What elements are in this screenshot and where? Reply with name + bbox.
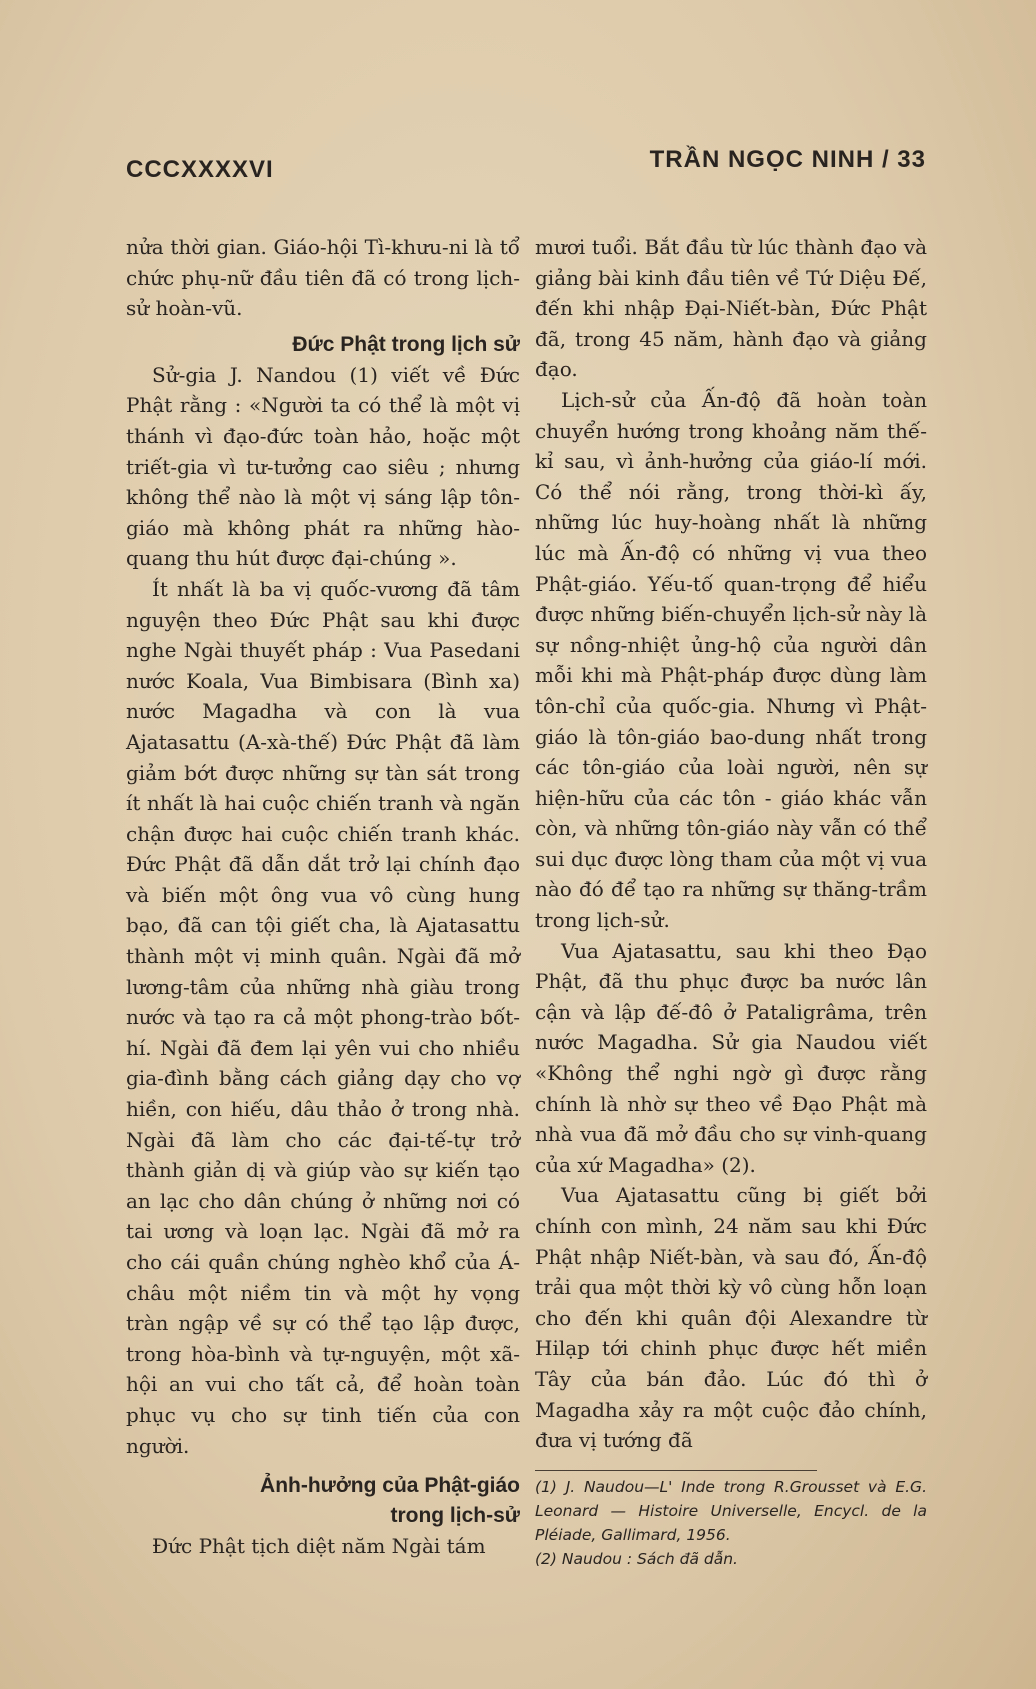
paragraph: Lịch-sử của Ấn-độ đã hoàn toàn chuyển hướng trong khoảng năm thế-kỉ sau, vì ảnh-hưởng của giáo-lí mới. Có thể nói rằng, trong thời-kì ấy, những lúc huy-hoàng nhất là những lúc mà Ấn-độ có những vị vua theo Phật-giáo. Yếu-tố quan-trọng để hiểu được những biến-chuyển lịch-sử này là sự nồng-nhiệt ủng-hộ của người dân mỗi khi mà Phật-pháp được dùng làm tôn-chỉ của quốc-gia. Nhưng vì Phật-giáo là tôn-giáo bao-dung nhất trong các tôn-giáo của loài người, nên sự hiện-hữu của các tôn - giáo khác vẫn còn, và những tôn-giáo này vẫn có thể sui dục được lòng tham của một vị vua nào đó để tạo ra những sự thăng-trầm trong lịch-sử. [535, 387, 927, 933]
author-page-number: TRẦN NGỌC NINH / 33 [649, 146, 926, 173]
paragraph: Ít nhất là ba vị quốc-vương đã tâm nguyện theo Đức Phật sau khi được nghe Ngài thuyết pháp : Vua Pasedani nước Koala, Vua Bimbisara (Bình xa) nước Magadha và con là vua Ajatasattu (A-xà-thế) Đức Phật đã làm giảm bớt được những sự tàn sát trong ít nhất là hai cuộc chiến tranh và ngăn chận được hai cuộc chiến tranh khác. Đức Phật đã dẫn dắt trở lại chính đạo và biến một ông vua vô cùng hung bạo, đã can tội giết cha, là Ajatasattu thành một vị minh quân. Ngài đã mở lương-tâm của những nhà giàu trong nước và tạo ra cả một phong-trào bốt-hí. Ngài đã đem lại yên vui cho nhiều gia-đình bằng cách giảng dạy cho vợ hiền, con hiếu, dâu thảo ở trong nhà. Ngài đã làm cho các đại-tế-tự trở thành giản dị và giúp vào sự kiến tạo an lạc cho dân chúng ở những nơi có tai ương và loạn lạc. Ngài đã mở ra cho cái quần chúng nghèo khổ của Á-châu một niềm tin và một hy vọng tràn ngập về sự có thể tạo lập được, trong hòa-bình và tự-nguyện, một xã-hội an vui cho tất cả, để hoàn toàn phục vụ cho sự tinh tiến của con người. [126, 576, 520, 1458]
section-heading [126, 1471, 520, 1531]
footnote-divider [535, 1470, 817, 1471]
section-number: CCCXXXXVI [126, 156, 274, 183]
left-column [126, 232, 520, 1562]
paragraph: Đức Phật tịch diệt năm Ngài tám [152, 1534, 486, 1559]
footnote: (2) Naudou : Sách đã dẫn. [535, 1549, 738, 1568]
right-column [535, 232, 927, 1571]
paragraph: Sử-gia J. Nandou (1) viết về Đức Phật rằng : «Người ta có thể là một vị thánh vì đạo-đức toàn hảo, hoặc một triết-gia vì tư-tưởng cao siêu ; nhưng không thể nào là một vị sáng lập tôn-giáo mà không phát ra những hào-quang thu hút được đại-chúng ». [126, 362, 520, 571]
section-heading: Đức Phật trong lịch sử [292, 332, 520, 356]
paragraph: Vua Ajatasattu cũng bị giết bởi chính con mình, 24 năm sau khi Đức Phật nhập Niết-bàn, và sau đó, Ấn-độ trải qua một thời kỳ vô cùng hỗn loạn cho đến khi quân đội Alexandre từ Hilạp tới chinh phục được hết miền Tây của bán đảo. Lúc đó thì ở Magadha xảy ra một cuộc đảo chính, đưa vị tướng đã [535, 1183, 927, 1453]
paragraph: mươi tuổi. Bắt đầu từ lúc thành đạo và giảng bài kinh đầu tiên về Tứ Diệu Đế, đến khi nhập Đại-Niết-bàn, Đức Phật đã, trong 45 năm, hành đạo và giảng đạo. [535, 235, 927, 382]
paragraph: nửa thời gian. Giáo-hội Tì-khưu-ni là tổ chức phụ-nữ đầu tiên đã có trong lịch-sử hoàn-vũ. [126, 235, 520, 321]
section-heading-line: Ảnh-hưởng của Phật-giáo [260, 1474, 520, 1498]
footnote: (1) J. Naudou—L' Inde trong R.Grousset và E.G. Leonard — Histoire Universelle, Encycl. de la Pléiade, Gallimard, 1956. [535, 1477, 927, 1544]
section-heading-line: trong lịch-sử [390, 1504, 520, 1528]
paragraph: Vua Ajatasattu, sau khi theo Đạo Phật, đã thu phục được ba nước lân cận và lập đế-đô ở Pataligrâma, trên nước Magadha. Sử gia Naudou viết «Không thể nghi ngờ gì được rằng chính là nhờ sự theo về Đạo Phật mà nhà vua đã mở đầu cho sự vinh-quang của xứ Magadha» (2). [535, 938, 927, 1177]
page-header [126, 146, 926, 186]
footnotes [535, 1475, 927, 1571]
